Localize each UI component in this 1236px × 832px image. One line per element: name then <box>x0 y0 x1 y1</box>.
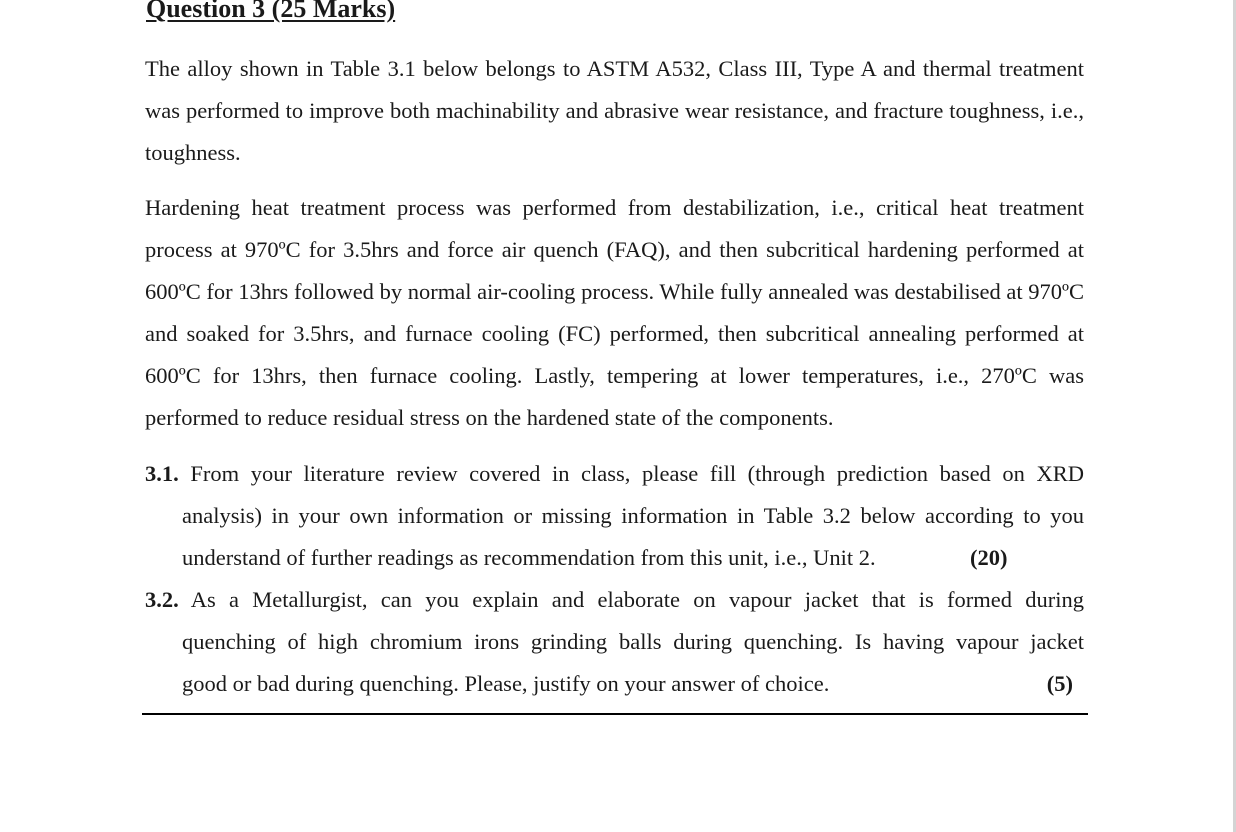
question-3-1 <box>145 453 1084 579</box>
question-3-1-line-3: understand of further readings as recommendation from this unit, i.e., Unit 2. (20) <box>145 537 1084 579</box>
question-number: 3.2. <box>145 587 179 612</box>
question-number: 3.1. <box>145 461 179 486</box>
question-heading: Question 3 (25 Marks) <box>146 0 396 23</box>
question-3-2-line-1: 3.2. As a Metallurgist, can you explain and elaborate on vapour jacket that is formed during <box>145 587 1084 612</box>
horizontal-rule <box>142 713 1088 715</box>
question-3-2-line-3: good or bad during quenching. Please, justify on your answer of choice. (5) <box>145 663 1084 705</box>
question-3-1-line-1: 3.1. From your literature review covered in class, please fill (through prediction based on XRD <box>145 461 1085 486</box>
paragraph-alloy-description: The alloy shown in Table 3.1 below belongs to ASTM A532, Class III, Type A and thermal treatment was performed to improve both machinability and abrasive wear resistance, and fracture toughness, i.e., toughness. <box>145 56 1084 165</box>
question-3-2-line-2: quenching of high chromium irons grinding balls during quenching. Is having vapour jacket <box>182 629 1084 654</box>
paragraph-heat-treatment: Hardening heat treatment process was performed from destabilization, i.e., critical heat treatment process at 970ºC for 3.5hrs and force air quench (FAQ), and then subcritical hardening performed at 600ºC for 13hrs followed by normal air-cooling process. While fully annealed was destabilised at 970ºC and soaked for 3.5hrs, and furnace cooling (FC) performed, then subcritical annealing performed at 600ºC for 13hrs, then furnace cooling. Lastly, tempering at lower temperatures, i.e., 270ºC was performed to reduce residual stress on the hardened state of the components. <box>145 195 1084 430</box>
question-3-1-line-2: analysis) in your own information or missing information in Table 3.2 below according to you <box>182 503 1084 528</box>
marks-label: (20) <box>970 545 1008 570</box>
marks-label: (5) <box>1046 671 1073 696</box>
question-3-2 <box>145 579 1084 705</box>
